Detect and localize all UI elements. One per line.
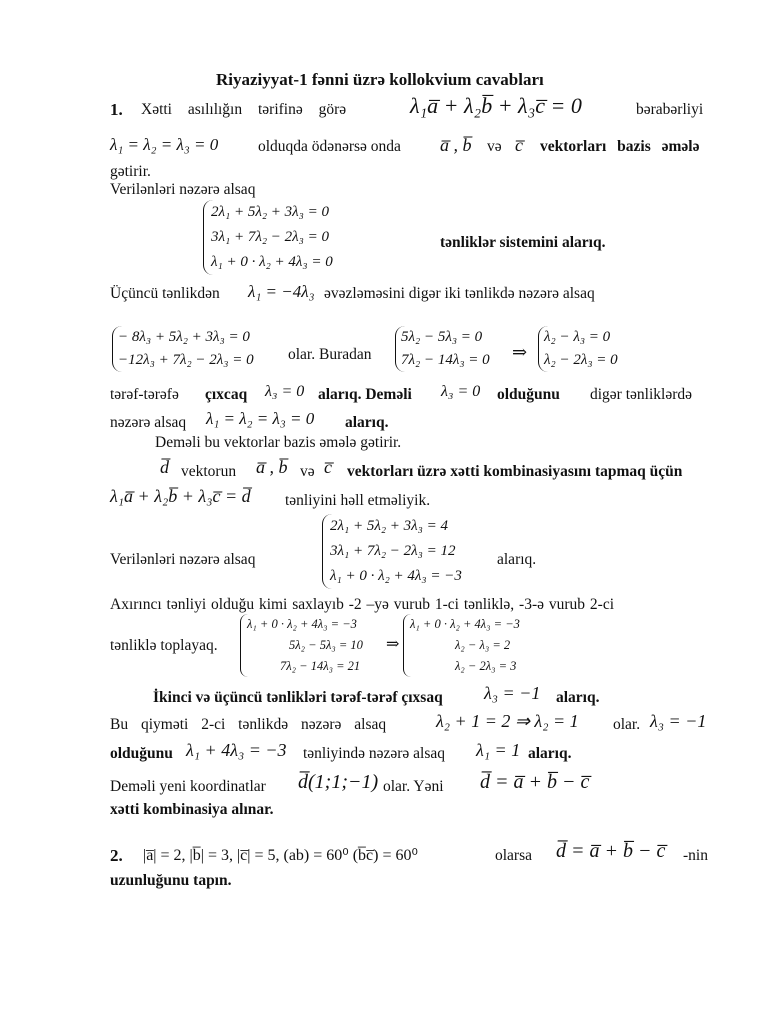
system6-row: λ₁ + 0 · λ₂ + 4λ₃ = −3 xyxy=(247,617,357,631)
d-coordinates: d̅(1;1;−1) xyxy=(298,771,379,793)
system1-note: tənliklər sistemini alarıq. xyxy=(440,234,606,251)
toplayaq: tənliklə toplayaq. xyxy=(110,637,218,654)
system7-row: λ₂ − λ₃ = 2 xyxy=(455,638,511,652)
diger-text: digər tənliklərdə xyxy=(590,386,692,403)
system6-row: 7λ₂ − 14λ₃ = 21 xyxy=(280,659,361,673)
system7-row: λ₁ + 0 · λ₂ + 4λ₃ = −3 xyxy=(410,617,520,631)
system4-row: λ₂ − λ₃ = 0 xyxy=(544,329,611,345)
line3: gətirir. xyxy=(110,163,151,180)
system3-row: 7λ₂ − 14λ₃ = 0 xyxy=(401,352,490,368)
system2-row: −12λ₃ + 7λ₂ − 2λ₃ = 0 xyxy=(118,352,254,368)
vector-c: c̅ xyxy=(515,135,523,155)
alariq-2: alarıq. xyxy=(556,689,600,706)
given-text-1: Verilənləri nəzərə alsaq xyxy=(110,181,256,198)
equation-system-6 xyxy=(240,614,363,677)
oldugunu: olduğunu xyxy=(110,745,173,762)
lambda3-minus-one: λ₃ = −1 xyxy=(484,683,541,703)
problem2-conditions: |a̅| = 2, |b̅| = 3, |c̅| = 5, (ab) = 60⁰ (b̅c̅) = 60⁰ xyxy=(143,847,418,864)
combo-equation: λ₁a̅ + λ₂b̅ + λ₃c̅ = 0 xyxy=(410,93,582,118)
system1-row: 3λ₁ + 7λ₂ − 2λ₃ = 0 xyxy=(211,229,330,245)
vector-c-2: c̅ xyxy=(324,457,332,477)
nin: -nin xyxy=(683,847,708,864)
all-zero-equation: λ₁ = λ₂ = λ₃ = 0 xyxy=(206,409,315,428)
lambda3-minus-one-2: λ₃ = −1 xyxy=(650,711,707,731)
vectors-ab: a̅ , b̅ xyxy=(440,135,472,155)
system5-row: 2λ₁ + 5λ₂ + 3λ₃ = 4 xyxy=(330,518,449,534)
system6-row: 5λ₂ − 5λ₃ = 10 xyxy=(289,638,363,652)
bu-qiymeti: Bu qiyməti 2-ci tənlikdə nəzərə alsaq xyxy=(110,716,387,733)
system5-note: alarıq. xyxy=(497,551,537,568)
alariq-1: alarıq. xyxy=(345,414,389,431)
system2-row: − 8λ₃ + 5λ₂ + 3λ₃ = 0 xyxy=(118,329,250,345)
system1-row: 2λ₁ + 5λ₂ + 3λ₃ = 0 xyxy=(211,204,330,220)
vector-d: d̅ xyxy=(160,457,169,477)
final-line: xətti kombinasiya alınar. xyxy=(110,801,274,818)
olar-1: olar. xyxy=(613,716,641,733)
problem2-equation: d̅ = a̅ + b̅ − c̅ xyxy=(556,840,666,862)
alariq-demeli: alarıq. Deməli xyxy=(318,386,412,403)
second-third-text: İkinci və üçüncü tənlikləri tərəf-tərəf çıxsaq xyxy=(153,689,443,706)
system4-row: λ₂ − 2λ₃ = 0 xyxy=(544,352,618,368)
system7-row: λ₂ − 2λ₃ = 3 xyxy=(455,659,517,673)
line2-mid: olduqda ödənərsə onda xyxy=(258,138,401,155)
equation-system-4 xyxy=(538,326,618,372)
problem1-intro: Xətti asılılığın tərifinə görə xyxy=(141,101,347,118)
side-text-a: tərəf-tərəfə xyxy=(110,386,179,403)
system5-row: λ₁ + 0 · λ₂ + 4λ₃ = −3 xyxy=(330,568,462,584)
system5-row: 3λ₁ + 7λ₂ − 2λ₃ = 12 xyxy=(330,543,456,559)
olar-yeni: olar. Yəni xyxy=(383,778,444,795)
equation-system-3 xyxy=(395,326,490,372)
vectors-ab-2: a̅ , b̅ xyxy=(256,457,288,477)
third-rest: əvəzləməsini digər iki tənlikdə nəzərə alsaq xyxy=(324,285,595,302)
side-text-b: çıxcaq xyxy=(205,386,248,403)
equation-system-7 xyxy=(403,614,520,677)
new-coords-text: Deməli yeni koordinatlar xyxy=(110,778,266,795)
final-equation: d̅ = a̅ + b̅ − c̅ xyxy=(480,771,590,793)
nezere-alsaq: nəzərə alsaq xyxy=(110,414,187,431)
vektorun: vektorun xyxy=(181,463,237,480)
lambda3-zero: λ₃ = 0 xyxy=(265,383,305,400)
equation-system-5 xyxy=(322,514,462,589)
substitution-equation: λ₁ = −4λ₃ xyxy=(248,282,315,301)
olar-buradan: olar. Buradan xyxy=(288,346,372,363)
last-eq-text: Axırıncı tənliyi olduğu kimi saxlayıb -2 –yə vurub 1-ci tənliklə, -3-ə vurub 2-ci xyxy=(110,596,615,613)
line2-end: vektorları bazis əmələ xyxy=(540,138,700,155)
d-equation: λ₁a̅ + λ₂b̅ + λ₃c̅ = d̅ xyxy=(110,486,251,506)
problem2-number: 2. xyxy=(110,846,123,865)
equation-system-2 xyxy=(112,326,254,372)
equation-system-1 xyxy=(203,200,333,275)
basis-conclusion: Deməli bu vektorlar bazis əmələ gətirir. xyxy=(155,434,402,451)
alariq-3: alarıq. xyxy=(528,745,572,762)
problem1-number: 1. xyxy=(110,100,123,119)
problem2-tail: uzunluğunu tapın. xyxy=(110,872,232,889)
and-word: və xyxy=(487,138,502,155)
olduqunu: olduğunu xyxy=(497,386,560,403)
and-word-2: və xyxy=(300,463,315,480)
lambda2-equation: λ₂ + 1 = 2 ⇒ λ₂ = 1 xyxy=(436,711,579,731)
lambda3-zero-2: λ₃ = 0 xyxy=(441,383,481,400)
tenliyinde: tənliyində nəzərə alsaq xyxy=(303,745,446,762)
lambda1-value: λ₁ = 1 xyxy=(476,740,521,760)
implies-arrow-2: ⇒ xyxy=(386,636,400,653)
lin-comb-text: vektorları üzrə xətti kombinasiyasını tapmaq üçün xyxy=(347,463,683,480)
zero-equation: λ₁ = λ₂ = λ₃ = 0 xyxy=(110,135,219,154)
solve-text: tənliyini həll etməliyik. xyxy=(285,492,431,509)
implies-arrow: ⇒ xyxy=(512,342,528,362)
lambda1-equation: λ₁ + 4λ₃ = −3 xyxy=(186,740,287,760)
system1-row: λ₁ + 0 · λ₂ + 4λ₃ = 0 xyxy=(211,254,333,270)
page-title: Riyaziyyat-1 fənni üzrə kollokvium cavabları xyxy=(216,70,544,89)
problem1-after-combo: bərabərliyi xyxy=(636,101,704,118)
system3-row: 5λ₂ − 5λ₃ = 0 xyxy=(401,329,483,345)
olarsa: olarsa xyxy=(495,847,533,864)
third-from: Üçüncü tənlikdən xyxy=(110,285,220,302)
given-text-2: Verilənləri nəzərə alsaq xyxy=(110,551,256,568)
